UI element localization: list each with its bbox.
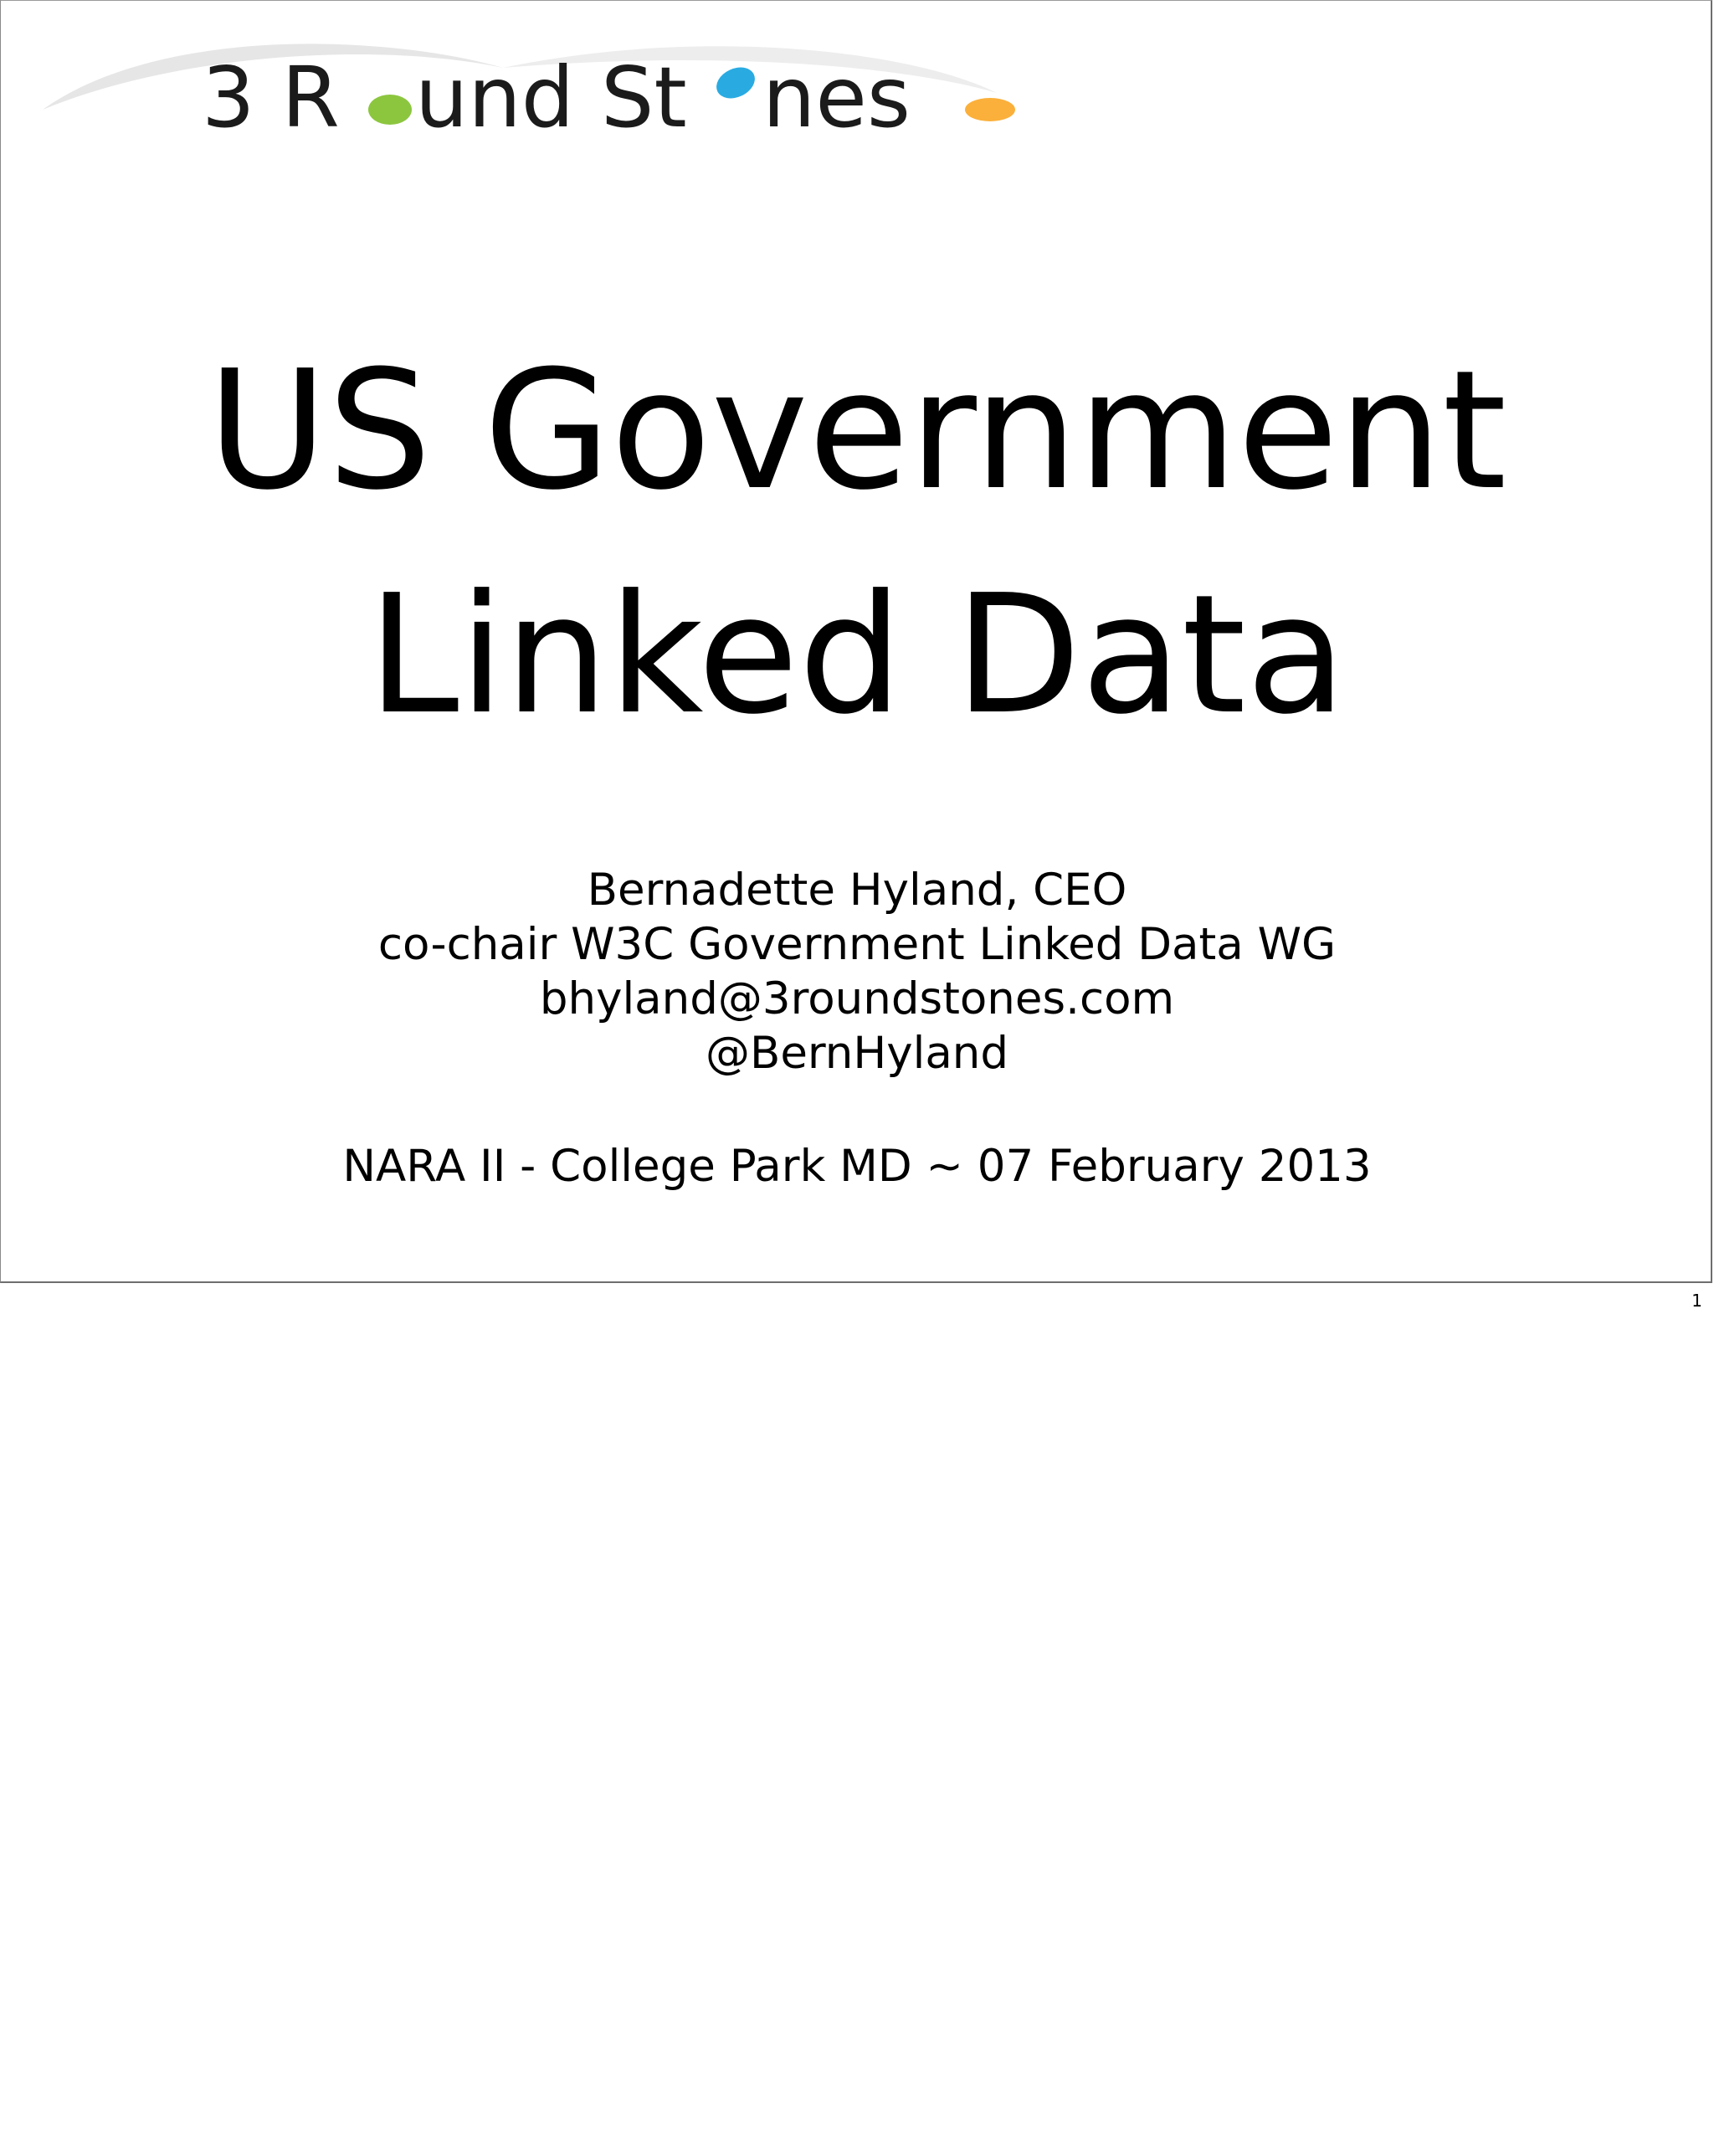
logo-wordmark-icon	[34, 18, 1039, 168]
author-email: bhyland@3roundstones.com	[539, 973, 1175, 1024]
svg-text:und St: und St	[415, 49, 687, 146]
author-role: co-chair W3C Government Linked Data WG	[377, 919, 1337, 970]
author-twitter: @BernHyland	[705, 1028, 1009, 1079]
svg-text:3 R: 3 R	[202, 49, 340, 146]
event-details: NARA II - College Park MD ~ 07 February 2013	[342, 1141, 1372, 1192]
author-name: Bernadette Hyland, CEO	[587, 865, 1127, 916]
svg-text:nes: nes	[762, 49, 911, 146]
slide-title	[1, 319, 1713, 767]
title-line-1: US Government	[207, 336, 1507, 526]
page-number: 1	[1691, 1291, 1702, 1311]
title-line-2: Linked Data	[367, 560, 1347, 751]
company-logo	[34, 18, 1039, 168]
presenter-info	[1, 863, 1713, 1081]
